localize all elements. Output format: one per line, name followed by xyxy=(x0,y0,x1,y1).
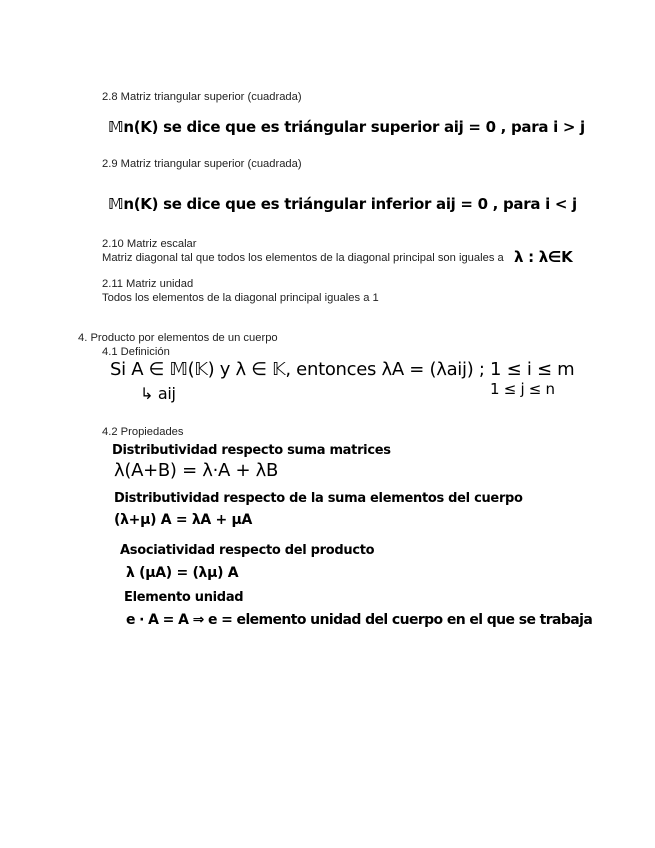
handwritten-note: 𝕄n(K) se dice que es triángular superior aij = 0 , para i > j xyxy=(108,118,585,136)
property-label: Asociatividad respecto del producto xyxy=(120,543,375,558)
subsection-heading: 4.2 Propiedades xyxy=(102,426,184,438)
definition-formula: Si A ∈ 𝕄(𝕂) y λ ∈ 𝕂, entonces λA = (λaij) ; 1 ≤ i ≤ m xyxy=(110,359,575,380)
section-heading: 2.8 Matriz triangular superior (cuadrada) xyxy=(102,91,302,103)
section-heading: 2.9 Matriz triangular superior (cuadrada) xyxy=(102,158,302,170)
handwritten-note: λ : λ∈K xyxy=(514,248,573,266)
section-body: Matriz diagonal tal que todos los elementos de la diagonal principal son iguales a xyxy=(102,252,504,264)
handwritten-note: 𝕄n(K) se dice que es triángular inferior aij = 0 , para i < j xyxy=(108,195,577,213)
section-body: Todos los elementos de la diagonal principal iguales a 1 xyxy=(102,292,379,304)
property-label: Elemento unidad xyxy=(124,590,244,605)
property-formula: e · A = A ⇒ e = elemento unidad del cuerpo en el que se trabaja xyxy=(126,612,593,628)
definition-subscript: ↳ aij xyxy=(140,384,176,403)
section-heading: 4. Producto por elementos de un cuerpo xyxy=(78,332,278,344)
subsection-heading: 4.1 Definición xyxy=(102,346,170,358)
property-formula: (λ+μ) A = λA + μA xyxy=(114,512,253,528)
property-formula: λ(A+B) = λ·A + λB xyxy=(114,460,279,481)
property-formula: λ (μA) = (λμ) A xyxy=(126,565,239,581)
property-label: Distributividad respecto suma matrices xyxy=(112,443,391,458)
section-heading: 2.10 Matriz escalar xyxy=(102,238,197,250)
property-label: Distributividad respecto de la suma elementos del cuerpo xyxy=(114,491,523,506)
definition-range: 1 ≤ j ≤ n xyxy=(490,380,555,398)
section-heading: 2.11 Matriz unidad xyxy=(102,278,194,290)
